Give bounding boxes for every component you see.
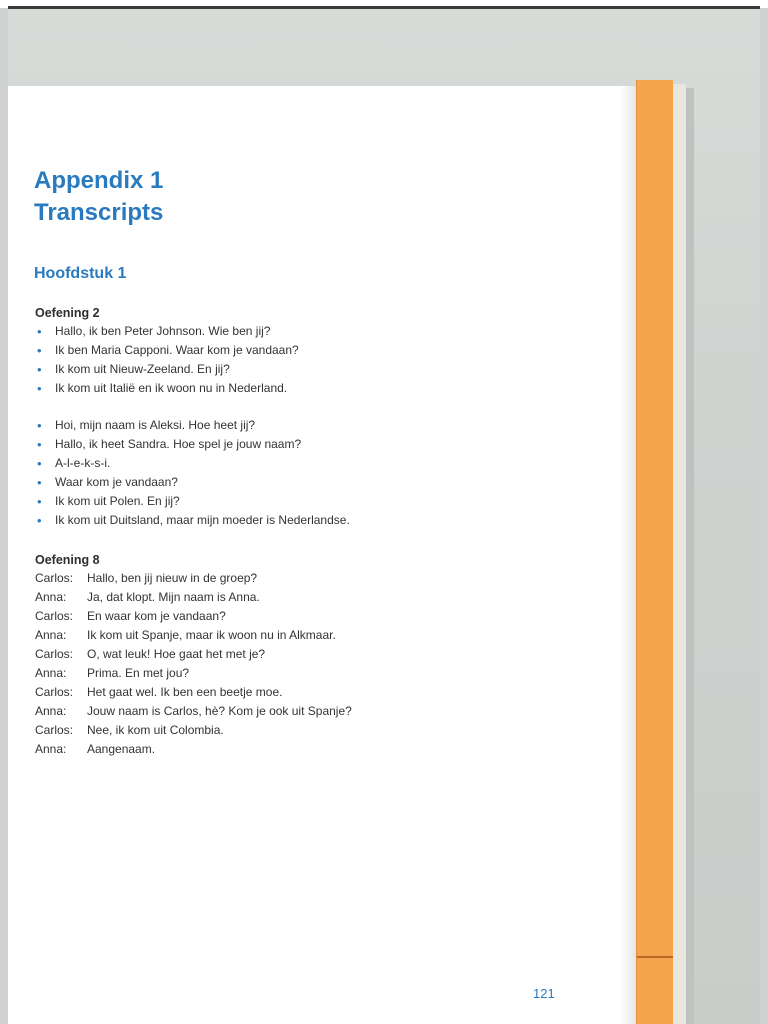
list-item-text: Hallo, ik heet Sandra. Hoe spel je jouw naam?	[55, 437, 302, 451]
list-item-text: Waar kom je vandaan?	[55, 475, 178, 489]
list-item-text: Hoi, mijn naam is Aleksi. Hoe heet jij?	[55, 418, 256, 432]
list-item	[35, 454, 350, 473]
exercise-2-list-b	[35, 416, 350, 530]
dialogue-line: Prima. En met jou?	[87, 666, 190, 680]
dialogue-line: O, wat leuk! Hoe gaat het met je?	[87, 647, 266, 661]
list-item-text: Hallo, ik ben Peter Johnson. Wie ben jij?	[55, 324, 271, 338]
dialogue-row	[35, 702, 352, 721]
page-title	[34, 165, 163, 229]
dialogue-line: Jouw naam is Carlos, hè? Kom je ook uit Spanje?	[87, 704, 352, 718]
dialogue-row	[35, 607, 352, 626]
book-page-edges	[672, 84, 686, 1024]
list-item	[35, 416, 350, 435]
dialogue-speaker: Anna:	[35, 704, 67, 718]
dialogue-row	[35, 626, 352, 645]
list-item	[35, 473, 350, 492]
bullet-dot-icon: •	[37, 456, 42, 471]
page-title-line-2: Transcripts	[34, 199, 164, 226]
list-item-text: Ik ben Maria Capponi. Waar kom je vandaan?	[55, 343, 299, 357]
dialogue-row	[35, 645, 352, 664]
bullet-dot-icon: •	[37, 381, 42, 396]
dialogue-line: Nee, ik kom uit Colombia.	[87, 723, 224, 737]
dialogue-row	[35, 683, 352, 702]
page-fold-shadow	[620, 86, 636, 1024]
bullet-dot-icon: •	[37, 494, 42, 509]
dialogue-speaker: Carlos:	[35, 609, 74, 623]
list-item-text: Ik kom uit Polen. En jij?	[55, 494, 180, 508]
dialogue-speaker: Anna:	[35, 628, 67, 642]
dialogue-speaker: Anna:	[35, 666, 67, 680]
list-item	[35, 322, 299, 341]
bullet-dot-icon: •	[37, 475, 42, 490]
dialogue-row	[35, 740, 352, 759]
bullet-dot-icon: •	[37, 343, 42, 358]
orange-tab-strip	[636, 80, 673, 1024]
dialogue-speaker: Carlos:	[35, 723, 74, 737]
list-item	[35, 379, 299, 398]
list-item-text: Ik kom uit Nieuw-Zeeland. En jij?	[55, 362, 230, 376]
dialogue-line: Hallo, ben jij nieuw in de groep?	[87, 571, 258, 585]
exercise-2-title: Oefening 2	[35, 306, 100, 320]
book-edge-shadow	[686, 88, 694, 1024]
tab-strip-divider	[637, 956, 673, 958]
dialogue-speaker: Anna:	[35, 742, 67, 756]
page-number: 121	[533, 986, 555, 1001]
list-item-text: Ik kom uit Italië en ik woon nu in Nederland.	[55, 381, 288, 395]
dialogue-line: Het gaat wel. Ik ben een beetje moe.	[87, 685, 283, 699]
dialogue-line: Ik kom uit Spanje, maar ik woon nu in Alkmaar.	[87, 628, 336, 642]
list-item	[35, 511, 350, 530]
dialogue-line: Ja, dat klopt. Mijn naam is Anna.	[87, 590, 260, 604]
bullet-dot-icon: •	[37, 362, 42, 377]
section-title: Hoofdstuk 1	[34, 265, 127, 282]
bullet-dot-icon: •	[37, 324, 42, 339]
dialogue-line: En waar kom je vandaan?	[87, 609, 226, 623]
dialogue-speaker: Carlos:	[35, 571, 74, 585]
dialogue-line: Aangenaam.	[87, 742, 156, 756]
list-item	[35, 341, 299, 360]
dialogue-speaker: Anna:	[35, 590, 67, 604]
exercise-8-dialogue	[35, 569, 352, 759]
dialogue-row	[35, 664, 352, 683]
bullet-dot-icon: •	[37, 513, 42, 528]
list-item-text: A-l-e-k-s-i.	[55, 456, 111, 470]
dialogue-speaker: Carlos:	[35, 685, 74, 699]
bullet-dot-icon: •	[37, 437, 42, 452]
dialogue-row	[35, 569, 352, 588]
dialogue-row	[35, 588, 352, 607]
dialogue-speaker: Carlos:	[35, 647, 74, 661]
bullet-dot-icon: •	[37, 418, 42, 433]
list-item	[35, 492, 350, 511]
page-title-line-1: Appendix 1	[34, 167, 164, 194]
exercise-2-list-a	[35, 322, 299, 398]
list-item	[35, 435, 350, 454]
list-item-text: Ik kom uit Duitsland, maar mijn moeder is Nederlandse.	[55, 513, 350, 527]
list-item	[35, 360, 299, 379]
dialogue-row	[35, 721, 352, 740]
exercise-8-title: Oefening 8	[35, 553, 100, 567]
